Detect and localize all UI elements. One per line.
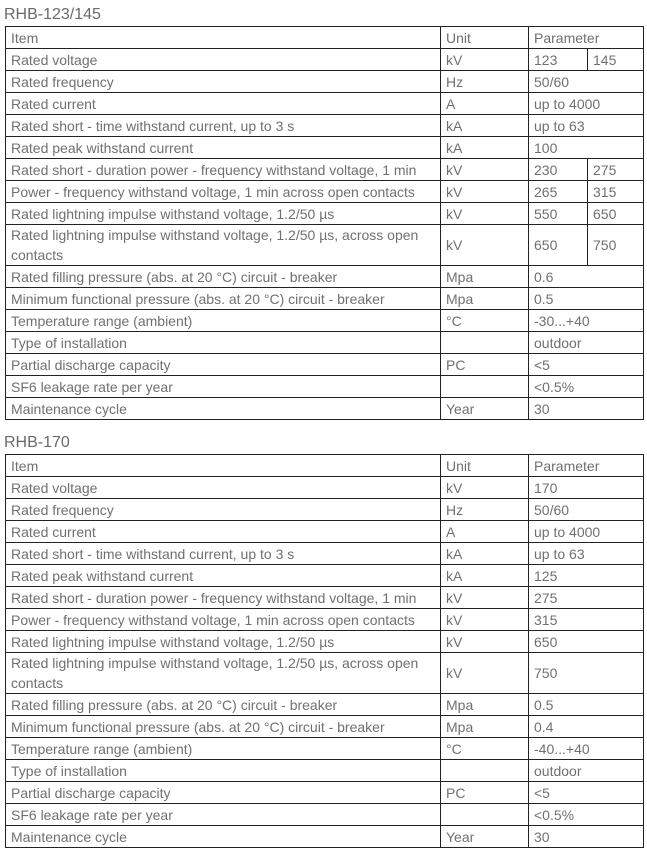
unit-cell: Hz (441, 71, 529, 93)
parameter-cell: 123 (529, 49, 588, 71)
unit-cell: Hz (441, 499, 529, 521)
parameter-cell: up to 4000 (529, 93, 644, 115)
parameter-header: Parameter (529, 455, 644, 477)
table-row (6, 71, 644, 93)
unit-cell: kV (441, 181, 529, 203)
unit-cell: Mpa (441, 694, 529, 716)
parameter-cell: 50/60 (529, 499, 644, 521)
parameter-cell: up to 63 (529, 543, 644, 565)
item-cell: Temperature range (ambient) (6, 310, 441, 332)
unit-cell: PC (441, 354, 529, 376)
unit-cell: Mpa (441, 266, 529, 288)
item-cell: Rated short - time withstand current, up to 3 s (6, 543, 441, 565)
unit-cell: Mpa (441, 716, 529, 738)
table-row (6, 225, 644, 266)
parameter-cell: 750 (529, 653, 644, 694)
item-cell: Rated lightning impulse withstand voltage, 1.2/50 µs, across open contacts (6, 653, 441, 694)
table-row (6, 738, 644, 760)
item-cell: Rated voltage (6, 477, 441, 499)
parameter-header: Parameter (529, 27, 644, 49)
parameter-cell: 265 (529, 181, 588, 203)
parameter-cell: -30...+40 (529, 310, 644, 332)
parameter-cell: outdoor (529, 760, 644, 782)
item-cell: Rated current (6, 521, 441, 543)
item-cell: Rated short - duration power - frequency withstand voltage, 1 min (6, 159, 441, 181)
unit-cell (441, 760, 529, 782)
item-cell: Minimum functional pressure (abs. at 20 °C) circuit - breaker (6, 288, 441, 310)
spec-table (5, 26, 644, 420)
table-row (6, 826, 644, 848)
unit-cell: Year (441, 398, 529, 420)
unit-cell: kA (441, 565, 529, 587)
unit-cell: Year (441, 826, 529, 848)
item-cell: Rated lightning impulse withstand voltage, 1.2/50 µs (6, 631, 441, 653)
item-cell: Type of installation (6, 332, 441, 354)
item-cell: Type of installation (6, 760, 441, 782)
parameter-cell: 0.4 (529, 716, 644, 738)
parameter-cell: 315 (588, 181, 644, 203)
unit-cell: PC (441, 782, 529, 804)
table-row (6, 288, 644, 310)
table-row (6, 565, 644, 587)
unit-cell: kV (441, 609, 529, 631)
table-row (6, 609, 644, 631)
item-header: Item (6, 27, 441, 49)
parameter-cell: 30 (529, 398, 644, 420)
unit-cell: kA (441, 137, 529, 159)
parameter-cell: 0.5 (529, 694, 644, 716)
parameter-cell: up to 63 (529, 115, 644, 137)
item-cell: Power - frequency withstand voltage, 1 min across open contacts (6, 181, 441, 203)
item-cell: Maintenance cycle (6, 826, 441, 848)
parameter-cell: 230 (529, 159, 588, 181)
table-row (6, 782, 644, 804)
table-row (6, 587, 644, 609)
table-row (6, 804, 644, 826)
spec-page (0, 4, 647, 848)
parameter-cell: 650 (588, 203, 644, 225)
parameter-cell: 0.6 (529, 266, 644, 288)
parameter-cell: 750 (588, 225, 644, 266)
item-cell: Rated peak withstand current (6, 565, 441, 587)
table-row (6, 49, 644, 71)
table-row (6, 376, 644, 398)
parameter-cell: <0.5% (529, 376, 644, 398)
item-cell: Rated lightning impulse withstand voltage, 1.2/50 µs, across open contacts (6, 225, 441, 266)
table-row (6, 310, 644, 332)
unit-cell (441, 332, 529, 354)
parameter-cell: 50/60 (529, 71, 644, 93)
parameter-cell: 650 (529, 225, 588, 266)
item-cell: Rated voltage (6, 49, 441, 71)
parameter-cell: 100 (529, 137, 644, 159)
item-cell: SF6 leakage rate per year (6, 804, 441, 826)
unit-header: Unit (441, 455, 529, 477)
table-row (6, 760, 644, 782)
table-row (6, 499, 644, 521)
parameter-cell: 125 (529, 565, 644, 587)
table-title: RHB-170 (4, 434, 70, 451)
table-row (6, 354, 644, 376)
unit-cell (441, 376, 529, 398)
table-row (6, 203, 644, 225)
item-cell: Rated filling pressure (abs. at 20 °C) circuit - breaker (6, 694, 441, 716)
parameter-cell: 275 (529, 587, 644, 609)
table-row (6, 181, 644, 203)
table-row (6, 115, 644, 137)
table-row (6, 521, 644, 543)
unit-cell: Mpa (441, 288, 529, 310)
unit-cell: kV (441, 653, 529, 694)
item-cell: Rated frequency (6, 499, 441, 521)
item-cell: Rated short - duration power - frequency withstand voltage, 1 min (6, 587, 441, 609)
unit-cell: kV (441, 587, 529, 609)
parameter-cell: 315 (529, 609, 644, 631)
table-row (6, 266, 644, 288)
unit-cell: A (441, 93, 529, 115)
parameter-cell: 275 (588, 159, 644, 181)
unit-cell (441, 804, 529, 826)
parameter-cell: outdoor (529, 332, 644, 354)
item-cell: Minimum functional pressure (abs. at 20 °C) circuit - breaker (6, 716, 441, 738)
parameter-cell: 145 (588, 49, 644, 71)
item-cell: Rated filling pressure (abs. at 20 °C) circuit - breaker (6, 266, 441, 288)
table-row (6, 93, 644, 115)
item-cell: Partial discharge capacity (6, 354, 441, 376)
parameter-cell: <5 (529, 782, 644, 804)
unit-cell: kA (441, 115, 529, 137)
header-row (6, 455, 644, 477)
parameter-cell: 0.5 (529, 288, 644, 310)
item-cell: Rated current (6, 93, 441, 115)
unit-cell: kV (441, 225, 529, 266)
table-row (6, 137, 644, 159)
parameter-cell: <0.5% (529, 804, 644, 826)
table-row (6, 159, 644, 181)
unit-cell: kV (441, 203, 529, 225)
table-row (6, 477, 644, 499)
table-row (6, 653, 644, 694)
item-cell: Rated lightning impulse withstand voltage, 1.2/50 µs (6, 203, 441, 225)
table-row (6, 543, 644, 565)
unit-cell: °C (441, 738, 529, 760)
header-row (6, 27, 644, 49)
parameter-cell: up to 4000 (529, 521, 644, 543)
item-cell: Temperature range (ambient) (6, 738, 441, 760)
spec-table (5, 454, 644, 848)
unit-cell: kV (441, 631, 529, 653)
item-cell: Partial discharge capacity (6, 782, 441, 804)
parameter-cell: 30 (529, 826, 644, 848)
unit-cell: kV (441, 477, 529, 499)
parameter-cell: <5 (529, 354, 644, 376)
item-cell: Maintenance cycle (6, 398, 441, 420)
unit-cell: A (441, 521, 529, 543)
unit-cell: °C (441, 310, 529, 332)
item-cell: Power - frequency withstand voltage, 1 min across open contacts (6, 609, 441, 631)
table-row (6, 694, 644, 716)
parameter-cell: 650 (529, 631, 644, 653)
unit-header: Unit (441, 27, 529, 49)
item-cell: Rated frequency (6, 71, 441, 93)
item-cell: Rated peak withstand current (6, 137, 441, 159)
unit-cell: kV (441, 159, 529, 181)
table-row (6, 398, 644, 420)
table-row (6, 332, 644, 354)
item-cell: Rated short - time withstand current, up to 3 s (6, 115, 441, 137)
table-title: RHB-123/145 (4, 6, 101, 23)
item-header: Item (6, 455, 441, 477)
parameter-cell: 550 (529, 203, 588, 225)
item-cell: SF6 leakage rate per year (6, 376, 441, 398)
parameter-cell: -40...+40 (529, 738, 644, 760)
parameter-cell: 170 (529, 477, 644, 499)
unit-cell: kV (441, 49, 529, 71)
table-row (6, 716, 644, 738)
table-row (6, 631, 644, 653)
unit-cell: kA (441, 543, 529, 565)
